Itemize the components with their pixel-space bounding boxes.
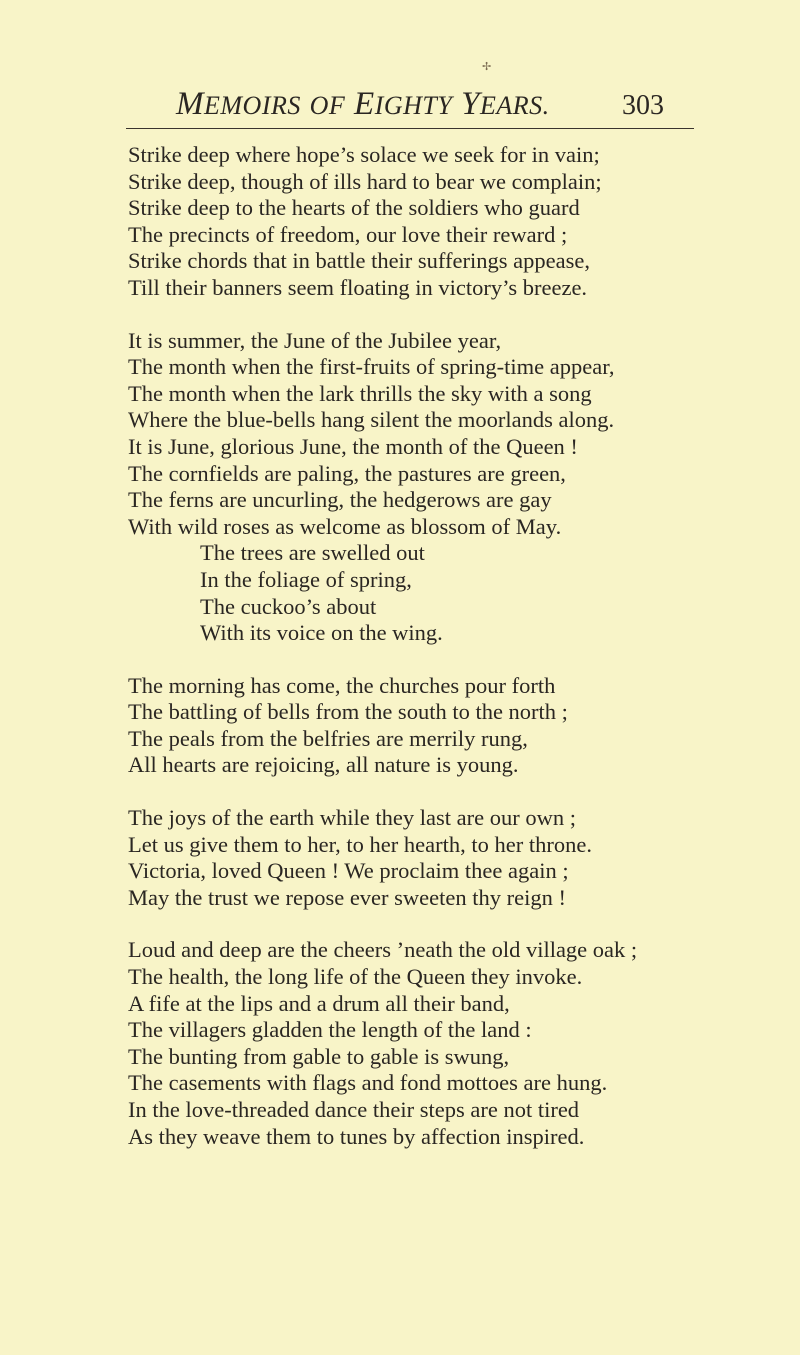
poem-line: With wild roses as welcome as blossom of May. bbox=[128, 513, 562, 539]
poem-line: Strike deep where hope’s solace we seek for in vain; bbox=[128, 142, 600, 167]
poem-line: The joys of the earth while they last are our own ; bbox=[128, 805, 576, 831]
poem-line: The battling of bells from the south to the north ; bbox=[128, 699, 568, 725]
page-number: 303 bbox=[622, 90, 664, 121]
poem-line-indented: The trees are swelled out bbox=[200, 540, 425, 566]
poem-line: As they weave them to tunes by affection inspired. bbox=[128, 1123, 585, 1149]
poem-line: The peals from the belfries are merrily rung, bbox=[128, 725, 528, 751]
poem-line: The bunting from gable to gable is swung, bbox=[128, 1043, 510, 1069]
poem-line: May the trust we repose ever sweeten thy reign ! bbox=[128, 884, 566, 910]
poem-body bbox=[128, 142, 748, 1176]
poem-line: Victoria, loved Queen ! We proclaim thee again ; bbox=[128, 858, 569, 884]
poem-line: All hearts are rejoicing, all nature is young. bbox=[128, 752, 519, 778]
stanza-5 bbox=[128, 937, 748, 1150]
running-head-title bbox=[176, 84, 550, 126]
poem-line: Till their banners seem floating in victory’s breeze. bbox=[128, 274, 588, 300]
poem-line: Where the blue-bells hang silent the moorlands along. bbox=[128, 407, 615, 433]
poem-line: The cornfields are paling, the pastures are green, bbox=[128, 460, 566, 486]
poem-line: It is June, glorious June, the month of the Queen ! bbox=[128, 433, 578, 459]
poem-line: The villagers gladden the length of the land : bbox=[128, 1017, 532, 1043]
poem-line: Strike chords that in battle their sufferings appease, bbox=[128, 248, 590, 274]
title-rest-memoirs: EMOIRS bbox=[204, 91, 301, 120]
poem-line: Loud and deep are the cheers ’neath the old village oak ; bbox=[128, 937, 638, 963]
poem-line: Strike deep to the hearts of the soldiers who guard bbox=[128, 195, 580, 221]
poem-line: The month when the lark thrills the sky with a song bbox=[128, 380, 592, 406]
poem-line: In the love-threaded dance their steps are not tired bbox=[128, 1097, 580, 1122]
poem-line-indented: With its voice on the wing. bbox=[200, 620, 443, 646]
header-rule bbox=[126, 128, 694, 129]
title-rest-years: EARS. bbox=[479, 91, 550, 120]
poem-line: It is summer, the June of the Jubilee year, bbox=[128, 327, 502, 353]
stanza-1 bbox=[128, 142, 748, 302]
poem-line: The ferns are uncurling, the hedgerows are gay bbox=[128, 487, 552, 513]
stanza-4 bbox=[128, 805, 748, 911]
poem-line: A fife at the lips and a drum all their band, bbox=[128, 990, 510, 1016]
poem-line-indented: The cuckoo’s about bbox=[200, 593, 377, 619]
stanza-3 bbox=[128, 673, 748, 779]
poem-line: The morning has come, the churches pour forth bbox=[128, 672, 556, 698]
title-initial-e: E bbox=[354, 86, 375, 122]
poem-line: Strike deep, though of ills hard to bear we complain; bbox=[128, 168, 602, 194]
poem-line: The precincts of freedom, our love their reward ; bbox=[128, 221, 568, 247]
title-word-of: OF bbox=[309, 91, 346, 120]
poem-line-indented: In the foliage of spring, bbox=[200, 566, 412, 592]
title-rest-eighty: IGHTY bbox=[374, 91, 453, 120]
poem-line: The month when the first-fruits of spring-time appear, bbox=[128, 354, 615, 380]
poem-line: Let us give them to her, to her hearth, to her throne. bbox=[128, 831, 592, 857]
poem-line: The health, the long life of the Queen they invoke. bbox=[128, 964, 583, 990]
poem-line: The casements with flags and fond mottoes are hung. bbox=[128, 1070, 608, 1096]
title-initial-m: M bbox=[176, 86, 204, 122]
ornament-mark: ✢ bbox=[482, 61, 492, 73]
title-initial-y: Y bbox=[461, 86, 480, 122]
stanza-2 bbox=[128, 328, 748, 647]
